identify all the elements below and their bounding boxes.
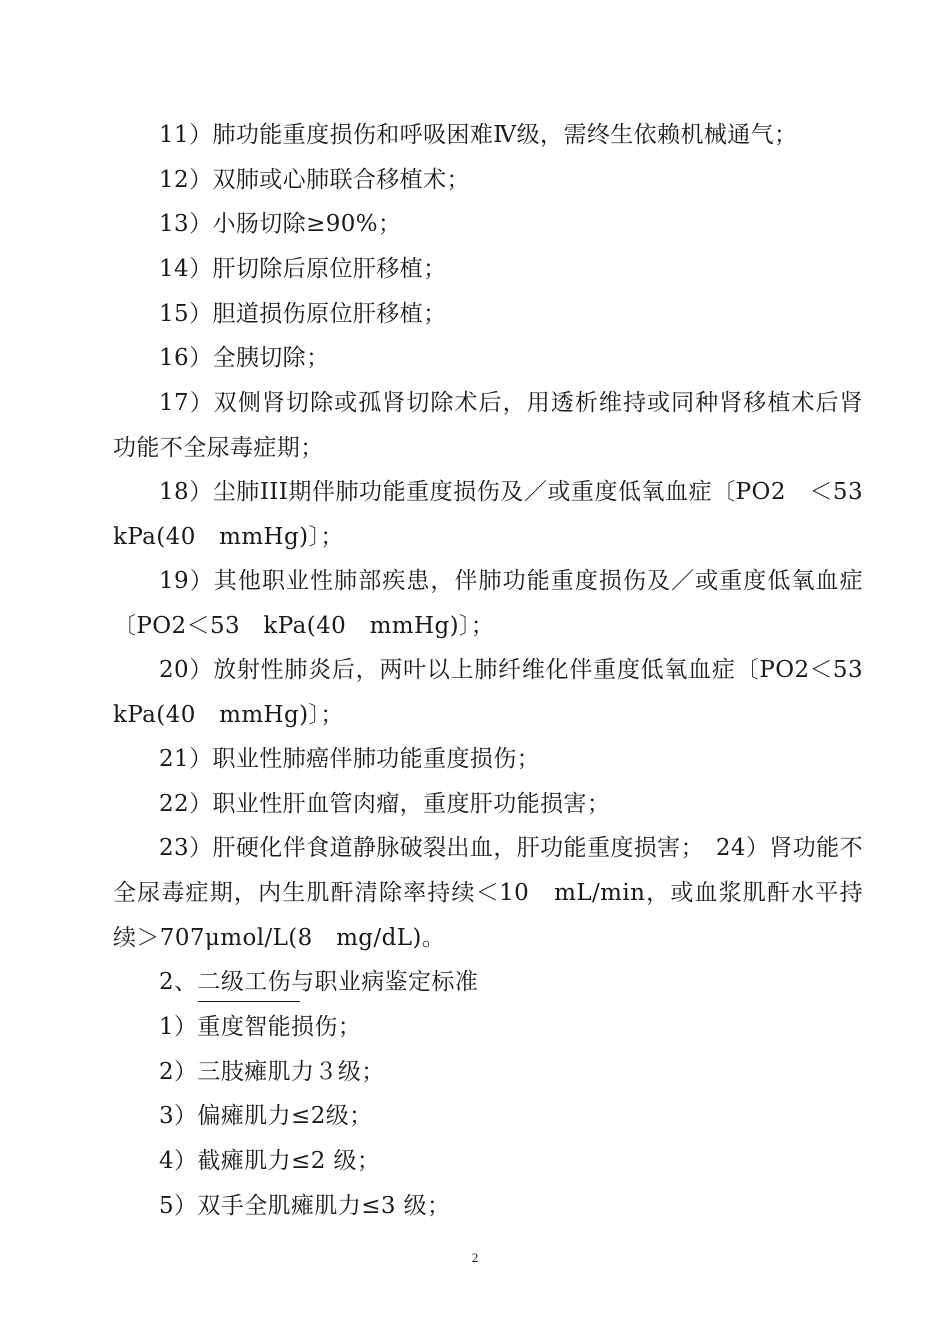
page-number: 2 (471, 1250, 479, 1265)
paragraph-item-16: 16）全胰切除； (159, 345, 330, 371)
paragraph-item-12: 12）双肺或心肺联合移植术； (159, 167, 470, 193)
paragraph-item-17: 17）双侧肾切除或孤肾切除术后，用透析维持或同种肾移植术后肾功能不全尿毒症期； (113, 390, 863, 461)
paragraph-item-15: 15）胆道损伤原位肝移植； (159, 301, 447, 327)
paragraph-item-2: 2）三肢瘫肌力３级； (159, 1059, 385, 1085)
paragraph-item-4: 4）截瘫肌力≤2 级； (159, 1148, 381, 1174)
paragraph-item-13: 13）小肠切除≥90%； (159, 211, 402, 237)
paragraph-item-21: 21）职业性肺癌伴肺功能重度损伤； (159, 746, 541, 772)
paragraph-item-11: 11）肺功能重度损伤和呼吸困难Ⅳ级，需终生依赖机械通气； (159, 122, 798, 148)
paragraph-item-1: 1）重度智能损伤； (159, 1014, 362, 1040)
paragraph-item-18: 18）尘肺III期伴肺功能重度损伤及／或重度低氧血症〔PO2 ＜53 kPa(40 mmHg)〕； (113, 479, 887, 550)
paragraph-item-20: 20）放射性肺炎后，两叶以上肺纤维化伴重度低氧血症〔PO2＜53 kPa(40 mmHg)〕； (113, 657, 887, 728)
paragraph-item-3: 3）偏瘫肌力≤2级； (159, 1103, 373, 1129)
paragraph-item-14: 14）肝切除后原位肝移植； (159, 256, 447, 282)
heading-underline (198, 1001, 300, 1002)
paragraph-item-22: 22）职业性肝血管肉瘤，重度肝功能损害； (159, 791, 611, 817)
paragraph-item-19: 19）其他职业性肺部疾患，伴肺功能重度损伤及／或重度低氧血症〔PO2＜53 kPa(40 mmHg)〕； (113, 568, 863, 639)
paragraph-item-23-24: 23）肝硬化伴食道静脉破裂出血，肝功能重度损害； 24）肾功能不全尿毒症期，内生肌酐清除率持续＜10 mL/min，或血浆肌酐水平持续＞707μmol/L(8 mg/dL)。 (113, 835, 863, 951)
paragraph-item-5: 5）双手全肌瘫肌力≤3 级； (159, 1193, 451, 1219)
section-heading-level-2: 2、二级工伤与职业病鉴定标准 (159, 969, 479, 995)
